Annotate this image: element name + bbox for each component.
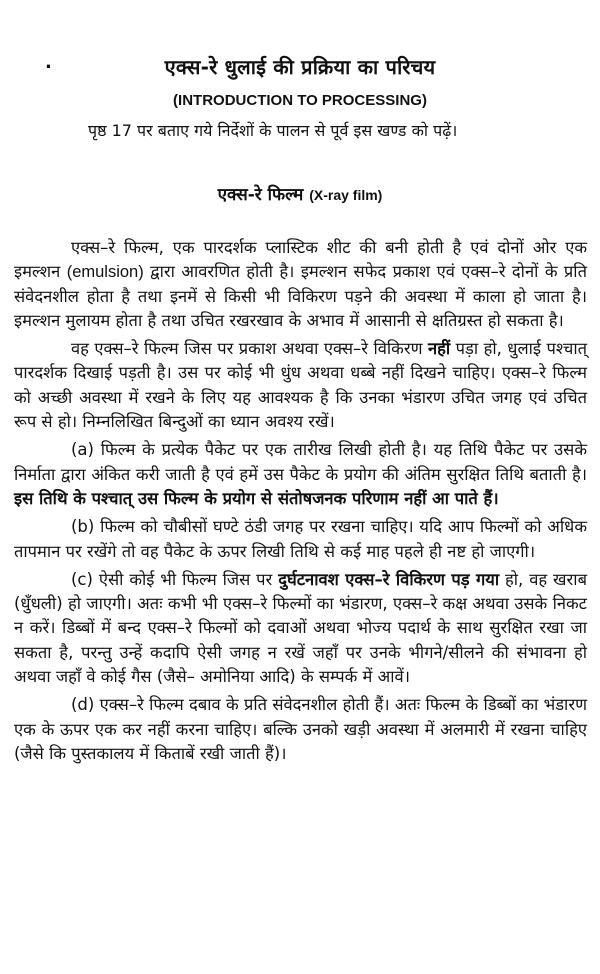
paragraph-point-a (14, 438, 587, 511)
paragraph-unexposed-emphasis: नहीं (427, 339, 451, 359)
paragraph-unexposed (14, 337, 587, 434)
paragraph-intro-emulsion: (emulsion) (66, 263, 144, 282)
section-heading (0, 182, 600, 205)
paragraph-intro-part-2: द्वारा आवरणित होती है। इमल्शन सफेद प्रकाश एवं एक्स–रे दोनों के प्रति संवेदनशील होता है तथा इनमें से किसी भी विकिरण पड़ने की अवस्था में काला हो जाता है। इमल्शन मुलायम होता है तथा उचित रखरखाव के अभाव में आसानी से क्षतिग्रस्त हो सकता है। (14, 262, 587, 330)
point-a-emphasis: इस तिथि के पश्चात् उस फिल्म के प्रयोग से संतोषजनक परिणाम नहीं आ पाते हैं। (14, 488, 499, 508)
paragraph-unexposed-part-1: वह एक्स–रे फिल्म जिस पर प्रकाश अथवा एक्स–रे विकिरण (71, 339, 428, 359)
paragraph-unexposed-part-2: पड़ा हो, धुलाई पश्चात् पारदर्शक दिखाई पड़ती है। उस पर कोई भी धुंध अथवा धब्बे नहीं दिखने चाहिए। एक्स–रे फिल्म को अच्छी अवस्था में रखने के लिए यह आवश्यक है कि उनका भंडारण उचित जगह एवं उचित रूप से हो। निम्नलिखित बिन्दुओं का ध्यान अवश्य रखें। (14, 339, 587, 432)
point-c-part-2: हो, वह खराब (धुँधली) हो जाएगी। अतः कभी भी एक्स–रे फिल्मों का भंडारण, एक्स–रे कक्ष अथवा उसके निकट न करें। डिब्बों में बन्द एक्स–रे फिल्मों को दवाओं अथवा भोज्य पदार्थ के साथ सुरक्षित रखा जा सकता है, परन्तु उन्हें कदापि ऐसी जगह न रखें जहाँ पर उनके भीगने/सीलने की संभावना हो अथवा जहाँ वे कोई गैस (जैसे– अमोनिया आदि) के सम्पर्क में आवें। (14, 569, 588, 687)
section-heading-hindi: एक्स-रे फिल्म (217, 185, 304, 205)
section-heading-english: (X-ray film) (309, 187, 383, 203)
body-text (14, 236, 587, 770)
paragraph-point-d: (d) एक्स–रे फिल्म दबाव के प्रति संवेदनशील होती हैं। अतः फिल्म के डिब्बों का भंडारण एक के ऊपर एक कर नहीं करना चाहिए। बल्कि उनको खड़ी अवस्था में अलमारी में रखना चाहिए (जैसे कि पुस्तकालय में किताबें रखी जाती हैं)। (14, 695, 587, 763)
paragraph-point-c (14, 568, 587, 689)
bullet-mark: . (45, 52, 52, 73)
paragraph-intro (14, 236, 587, 333)
point-a-text: (a) फिल्म के प्रत्येक पैकेट पर एक तारीख लिखी होती है। यह तिथि पैकेट पर उसके निर्माता द्वारा अंकित करी जाती है एवं हमें उस पैकेट के प्रयोग की अंतिम सुरक्षित तिथि बताती है। (14, 440, 587, 484)
reading-note: पृष्ठ 17 पर बताए गये निर्देशों के पालन से पूर्व इस खण्ड को पढ़ें। (88, 121, 458, 140)
page-title: एक्स-रे धुलाई की प्रक्रिया का परिचय (164, 55, 436, 79)
paragraph-point-b: (b) फिल्म को चौबीसों घण्टे ठंडी जगह पर रखना चाहिए। यदि आप फिल्मों को अधिक तापमान पर रखेंगे तो वह पैकेट के ऊपर लिखी तिथि से कई माह पहले ही नष्ट हो जाएगी। (14, 517, 587, 561)
paragraph-intro-part-1: एक्स–रे फिल्म, एक पारदर्शक प्लास्टिक शीट की बनी होती है एवं दोनों ओर एक इमल्शन (14, 238, 587, 282)
page-subtitle: (INTRODUCTION TO PROCESSING) (173, 92, 427, 109)
point-c-emphasis: दुर्घटनावश एक्स–रे विकिरण पड़ गया (278, 569, 500, 589)
point-c-part-1: (c) ऐसी कोई भी फिल्म जिस पर (71, 569, 279, 589)
